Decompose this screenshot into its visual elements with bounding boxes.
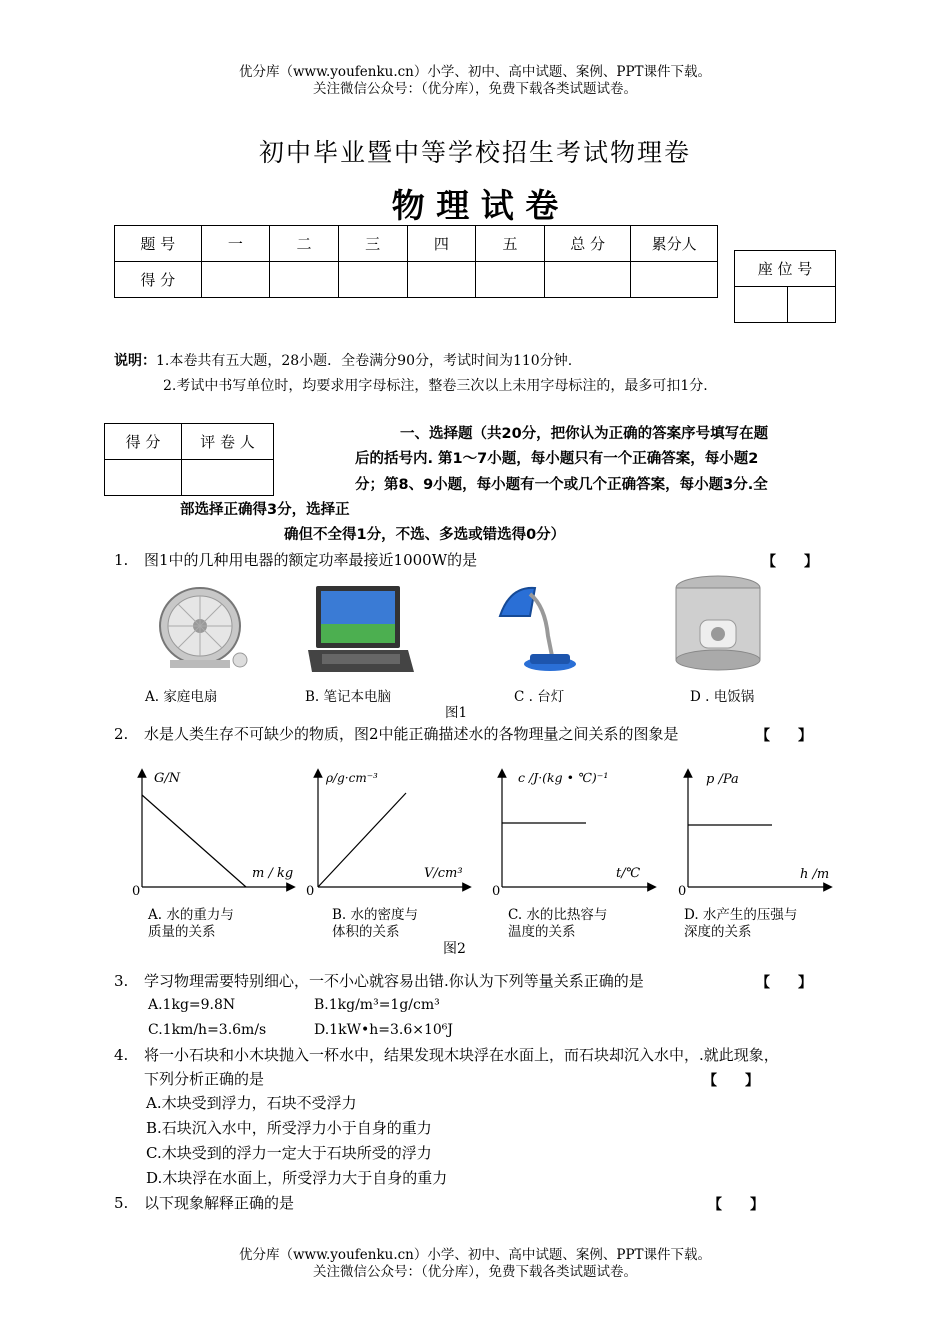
footer-line-2: 关注微信公众号：（优分库），免费下载各类试题试卷。 <box>313 1264 637 1280</box>
score-cell[interactable] <box>338 262 407 298</box>
graph-b <box>302 765 477 900</box>
graph-c-caption-2: 温度的关系 <box>508 924 576 940</box>
q4-option-a: A.木块受到浮力，石块不受浮力 <box>146 1094 357 1112</box>
graph-b-caption-1: B. 水的密度与 <box>332 907 419 923</box>
q4-answer-bracket[interactable]: 【 】 <box>703 1073 759 1089</box>
q5-number: 5. <box>114 1194 129 1212</box>
q3-option-d: D.1kW•h=3.6×10⁶J <box>314 1022 453 1038</box>
footer-line-1: 优分库（www.youfenku.cn）小学、初中、高中试题、案例、PPT课件下载。 <box>238 1247 712 1263</box>
q3-answer-bracket[interactable]: 【 】 <box>756 975 812 991</box>
instructions-line-1: 1.本卷共有五大题，28小题．全卷满分90分，考试时间为110分钟. <box>156 353 573 369</box>
graph-b-xlabel: V/cm³ <box>424 866 463 881</box>
score-header: 总 分 <box>544 226 631 262</box>
figure-2-caption: 图2 <box>443 941 466 957</box>
score-header: 一 <box>201 226 270 262</box>
grader-table <box>104 423 274 496</box>
q1-answer-bracket[interactable]: 【 】 <box>762 554 818 570</box>
instructions-label: 说明： <box>114 353 156 369</box>
graph-b-origin: 0 <box>306 884 315 899</box>
graph-d-ylabel: p /Pa <box>706 772 739 787</box>
q1-number: 1. <box>114 551 129 569</box>
score-header: 四 <box>407 226 476 262</box>
q5-text: 以下现象解释正确的是 <box>144 1194 295 1212</box>
section1-line-1: 一、选择题（共20分，把你认为正确的答案序号填写在题 <box>400 426 769 442</box>
graph-c-caption-1: C. 水的比热容与 <box>508 907 608 923</box>
graph-c-ylabel: c /J·(kg • ℃)⁻¹ <box>518 770 609 785</box>
q3-text: 学习物理需要特别细心，一不小心就容易出错.你认为下列等量关系正确的是 <box>144 972 644 990</box>
instructions-line-2: 2.考试中书写单位时，均要求用字母标注，整卷三次以上未用字母标注的，最多可扣1分. <box>163 378 708 394</box>
graph-d-caption-2: 深度的关系 <box>684 924 752 940</box>
seat-label: 座 位 号 <box>735 251 836 287</box>
q1-option-c: C . 台灯 <box>514 689 565 705</box>
graph-c-origin: 0 <box>492 884 501 899</box>
fan-image <box>150 578 260 678</box>
exam-title: 物 理 试 卷 <box>391 186 559 225</box>
q5-answer-bracket[interactable]: 【 】 <box>708 1197 764 1213</box>
section1-line-4: 部选择正确得3分，选择正 <box>180 502 350 518</box>
graph-a-origin: 0 <box>132 884 141 899</box>
graph-a-caption-1: A. 水的重力与 <box>148 907 234 923</box>
q1-option-a: A. 家庭电扇 <box>145 689 218 705</box>
graph-a-xlabel: m / kg <box>252 866 294 881</box>
q4-text-2: 下列分析正确的是 <box>144 1070 265 1088</box>
header-line-1: 优分库（www.youfenku.cn）小学、初中、高中试题、案例、PPT课件下载。 <box>238 64 712 80</box>
section1-line-2: 后的括号内. 第1～7小题，每小题只有一个正确答案，每小题2 <box>355 451 759 467</box>
q3-option-c: C.1km/h=3.6m/s <box>148 1022 267 1038</box>
q3-option-b: B.1kg/m³=1g/cm³ <box>314 997 440 1013</box>
score-cell[interactable] <box>407 262 476 298</box>
score-header: 五 <box>476 226 545 262</box>
exam-subtitle: 初中毕业暨中等学校招生考试物理卷 <box>258 138 691 167</box>
desk-lamp-image <box>490 576 580 676</box>
score-header: 题 号 <box>115 226 202 262</box>
q3-option-a: A.1kg=9.8N <box>148 997 236 1013</box>
q1-option-b: B. 笔记本电脑 <box>305 689 392 705</box>
score-cell[interactable] <box>201 262 270 298</box>
graph-b-ylabel: ρ/g·cm⁻³ <box>326 771 378 785</box>
rice-cooker-image <box>668 570 772 680</box>
score-cell[interactable] <box>270 262 339 298</box>
q1-text: 图1中的几种用电器的额定功率最接近1000W的是 <box>144 551 478 569</box>
grader-score-cell[interactable] <box>105 460 182 496</box>
score-header: 三 <box>338 226 407 262</box>
grader-label: 评 卷 人 <box>182 424 274 460</box>
q4-text: 将一小石块和小木块抛入一杯水中，结果发现木块浮在水面上，而石块却沉入水中，.就此现象， <box>144 1046 779 1064</box>
graph-c <box>490 765 670 900</box>
q2-answer-bracket[interactable]: 【 】 <box>756 728 812 744</box>
q2-number: 2. <box>114 725 129 743</box>
grader-score-label: 得 分 <box>105 424 182 460</box>
header-line-2: 关注微信公众号：（优分库），免费下载各类试题试卷。 <box>313 81 637 97</box>
q4-number: 4. <box>114 1046 129 1064</box>
q2-text: 水是人类生存不可缺少的物质，图2中能正确描述水的各物理量之间关系的图象是 <box>144 725 679 743</box>
seat-cell[interactable] <box>735 287 788 323</box>
graph-a-caption-2: 质量的关系 <box>148 924 216 940</box>
graph-c-xlabel: t/℃ <box>616 866 641 881</box>
score-row-label: 得 分 <box>115 262 202 298</box>
grader-name-cell[interactable] <box>182 460 274 496</box>
graph-b-caption-2: 体积的关系 <box>332 924 400 940</box>
q3-number: 3. <box>114 972 129 990</box>
q1-option-d: D . 电饭锅 <box>690 689 755 705</box>
score-cell[interactable] <box>476 262 545 298</box>
score-header: 累分人 <box>631 226 718 262</box>
score-header: 二 <box>270 226 339 262</box>
seat-cell[interactable] <box>788 287 836 323</box>
q4-option-b: B.石块沉入水中，所受浮力小于自身的重力 <box>146 1119 432 1137</box>
section1-line-5: 确但不全得1分，不选、多选或错选得0分） <box>284 527 566 543</box>
graph-a <box>126 765 301 900</box>
graph-d-xlabel: h /m <box>800 867 830 882</box>
seat-table <box>734 250 836 323</box>
graph-d-caption-1: D. 水产生的压强与 <box>684 907 798 923</box>
laptop-image <box>308 582 416 676</box>
score-cell[interactable] <box>544 262 631 298</box>
score-table <box>114 225 718 298</box>
graph-a-ylabel: G/N <box>154 771 181 786</box>
graph-d-origin: 0 <box>678 884 687 899</box>
q4-option-d: D.木块浮在水面上，所受浮力大于自身的重力 <box>146 1169 448 1187</box>
q4-option-c: C.木块受到的浮力一定大于石块所受的浮力 <box>146 1144 432 1162</box>
graph-d <box>676 765 846 900</box>
figure-1-caption: 图1 <box>445 705 468 721</box>
section1-line-3: 分；第8、9小题，每小题有一个或几个正确答案，每小题3分.全 <box>355 477 768 493</box>
score-cell[interactable] <box>631 262 718 298</box>
